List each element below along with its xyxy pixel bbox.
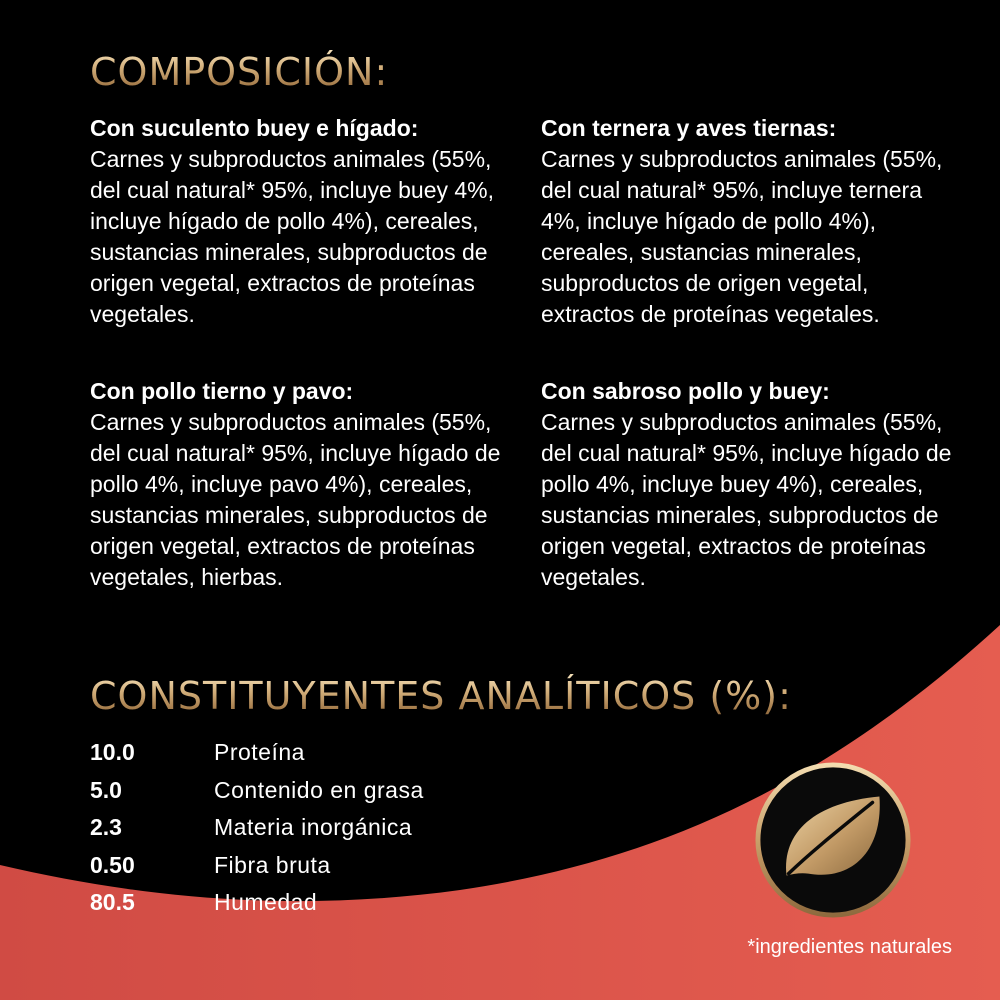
composition-block-body: Carnes y subproductos animales (55%, del cual natural* 95%, incluye buey 4%, incluye hígado de pollo 4%), cereales, sustancias minerales, subproductos de origen vegetal, extractos de proteínas vegetales. bbox=[90, 146, 495, 327]
analytics-row-grasa bbox=[90, 772, 424, 810]
natural-ingredients-footnote: *ingredientes naturales bbox=[747, 936, 952, 958]
analytics-value: 10.0 bbox=[90, 739, 135, 766]
composition-block-pollo-pavo bbox=[90, 376, 510, 593]
analytics-row-proteina bbox=[90, 734, 424, 772]
analytics-heading: CONSTITUYENTES ANALÍTICOS (%): bbox=[90, 674, 792, 718]
analytics-value: 0.50 bbox=[90, 851, 135, 878]
analytics-value: 2.3 bbox=[90, 814, 122, 841]
analytics-label: Proteína bbox=[214, 739, 305, 766]
composition-block-ternera-aves bbox=[541, 113, 961, 330]
analytics-row-materia-inorganica bbox=[90, 809, 424, 847]
analytics-label: Humedad bbox=[214, 889, 318, 916]
analytics-row-fibra bbox=[90, 847, 424, 885]
composition-block-title: Con sabroso pollo y buey: bbox=[541, 378, 830, 404]
composition-heading: COMPOSICIÓN: bbox=[90, 50, 389, 94]
composition-block-body: Carnes y subproductos animales (55%, del cual natural* 95%, incluye hígado de pollo 4%, incluye pavo 4%), cereales, sustancias minerales, subproductos de origen vegetal, extractos de proteínas vegetales, hierbas. bbox=[90, 409, 501, 590]
composition-block-title: Con ternera y aves tiernas: bbox=[541, 115, 837, 141]
analytics-label: Materia inorgánica bbox=[214, 814, 413, 841]
leaf-icon bbox=[754, 761, 912, 919]
analytics-label: Contenido en grasa bbox=[214, 776, 424, 803]
composition-block-title: Con suculento buey e hígado: bbox=[90, 115, 419, 141]
composition-block-title: Con pollo tierno y pavo: bbox=[90, 378, 354, 404]
analytics-label: Fibra bruta bbox=[214, 851, 331, 878]
composition-block-pollo-buey bbox=[541, 376, 961, 593]
analytics-value: 5.0 bbox=[90, 776, 122, 803]
composition-block-buey-higado bbox=[90, 113, 510, 330]
analytics-table bbox=[90, 734, 424, 922]
analytics-row-humedad bbox=[90, 884, 424, 922]
composition-block-body: Carnes y subproductos animales (55%, del cual natural* 95%, incluye hígado de pollo 4%, incluye buey 4%), cereales, sustancias minerales, subproductos de origen vegetal, extractos de proteínas vegetales. bbox=[541, 409, 952, 590]
composition-block-body: Carnes y subproductos animales (55%, del cual natural* 95%, incluye ternera 4%, incluye hígado de pollo 4%), cereales, sustancias minerales, subproductos de origen vegetal, extractos de proteínas vegetales. bbox=[541, 146, 943, 327]
analytics-value: 80.5 bbox=[90, 889, 135, 916]
